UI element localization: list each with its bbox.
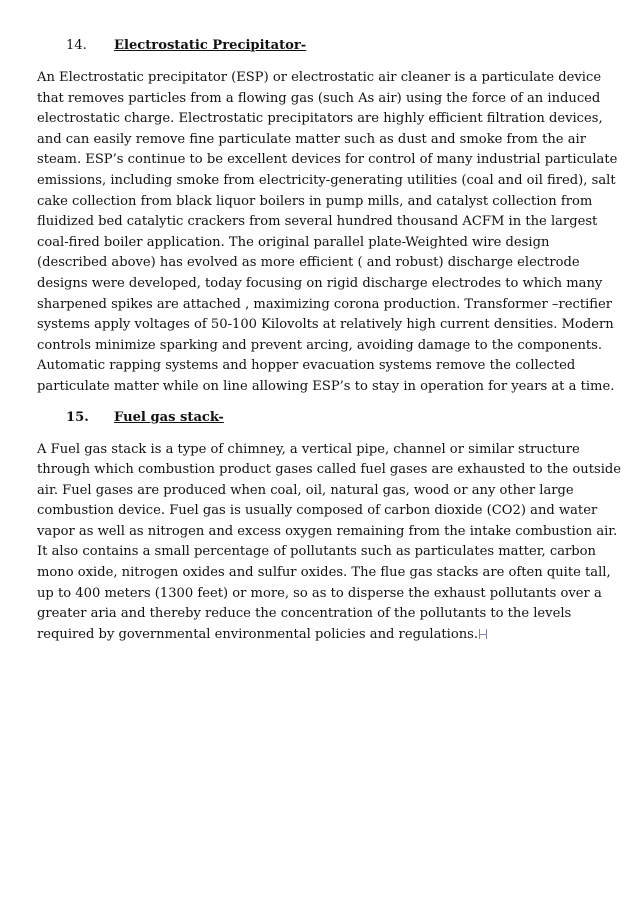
paragraph-line: greater aria and thereby reduce the concentration of the pollutants to the levels bbox=[37, 606, 572, 622]
section-heading-14 bbox=[37, 36, 597, 56]
paragraph-line: sharpened spikes are attached , maximizing corona production. Transformer –rectifier bbox=[37, 296, 613, 312]
paragraph-line: controls minimize sparking and prevent arcing, avoiding damage to the components. bbox=[37, 337, 603, 353]
paragraph-line: through which combustion product gases called fuel gases are exhausted to the outside bbox=[37, 462, 622, 478]
paragraph-line: Automatic rapping systems and hopper evacuation systems remove the collected bbox=[37, 358, 576, 374]
paragraph-line: systems apply voltages of 50-100 Kilovolts at relatively high current densities. Modern bbox=[37, 317, 614, 333]
paragraph-line: cake collection from black liquor boilers in pump mills, and catalyst collection from bbox=[37, 193, 593, 209]
section-number: 14. bbox=[66, 38, 87, 53]
paragraph-line-text: required by governmental environmental policies and regulations. bbox=[37, 626, 479, 642]
section-title: Electrostatic Precipitator- bbox=[114, 38, 307, 53]
paragraph-line: A Fuel gas stack is a type of chimney, a vertical pipe, channel or similar structure bbox=[37, 441, 580, 457]
paragraph-line: combustion device. Fuel gas is usually composed of carbon dioxide (CO2) and water bbox=[37, 503, 598, 519]
section-number: 15. bbox=[66, 409, 89, 425]
paragraph-line: that removes particles from a flowing gas (such As air) using the force of an induced bbox=[37, 90, 601, 106]
paragraph-line: steam. ESP’s continue to be excellent devices for control of many industrial particulate bbox=[37, 152, 618, 168]
paragraph-line: particulate matter while on line allowing ESP’s to stay in operation for years at a time. bbox=[37, 378, 615, 394]
paragraph-line: designs were developed, today focusing on rigid discharge electrodes to which many bbox=[37, 275, 603, 291]
section-paragraph-esp bbox=[37, 68, 618, 398]
paragraph-line: up to 400 meters (1300 feet) or more, so as to disperse the exhaust pollutants over a bbox=[37, 585, 602, 601]
paragraph-line: air. Fuel gases are produced when coal, oil, natural gas, wood or any other large bbox=[37, 482, 574, 498]
paragraph-line: mono oxide, nitrogen oxides and sulfur oxides. The flue gas stacks are often quite tall, bbox=[37, 565, 611, 581]
paragraph-line-last bbox=[37, 625, 597, 646]
paragraph-line: electrostatic charge. Electrostatic precipitators are highly efficient filtration devices, bbox=[37, 111, 603, 127]
section-heading-15 bbox=[37, 408, 597, 428]
text-cursor-icon bbox=[479, 629, 487, 639]
paragraph-line: emissions, including smoke from electricity-generating utilities (coal and oil fired), salt bbox=[37, 172, 616, 188]
paragraph-line: coal-fired boiler application. The original parallel plate-Weighted wire design bbox=[37, 234, 550, 250]
paragraph-line: and can easily remove fine particulate matter such as dust and smoke from the air bbox=[37, 131, 586, 147]
paragraph-line: An Electrostatic precipitator (ESP) or electrostatic air cleaner is a particulate device bbox=[37, 70, 602, 85]
paragraph-line: It also contains a small percentage of pollutants such as particulates matter, carbon bbox=[37, 544, 596, 560]
section-title: Fuel gas stack- bbox=[114, 409, 224, 425]
section-paragraph-stack bbox=[37, 440, 622, 646]
paragraph-line: vapor as well as nitrogen and excess oxygen remaining from the intake combustion air. bbox=[37, 523, 618, 539]
paragraph-line: fluidized bed catalytic crackers from several hundred thousand ACFM in the largest bbox=[37, 214, 598, 230]
paragraph-line: (described above) has evolved as more efficient ( and robust) discharge electrode bbox=[37, 255, 580, 271]
document-page bbox=[37, 36, 622, 645]
